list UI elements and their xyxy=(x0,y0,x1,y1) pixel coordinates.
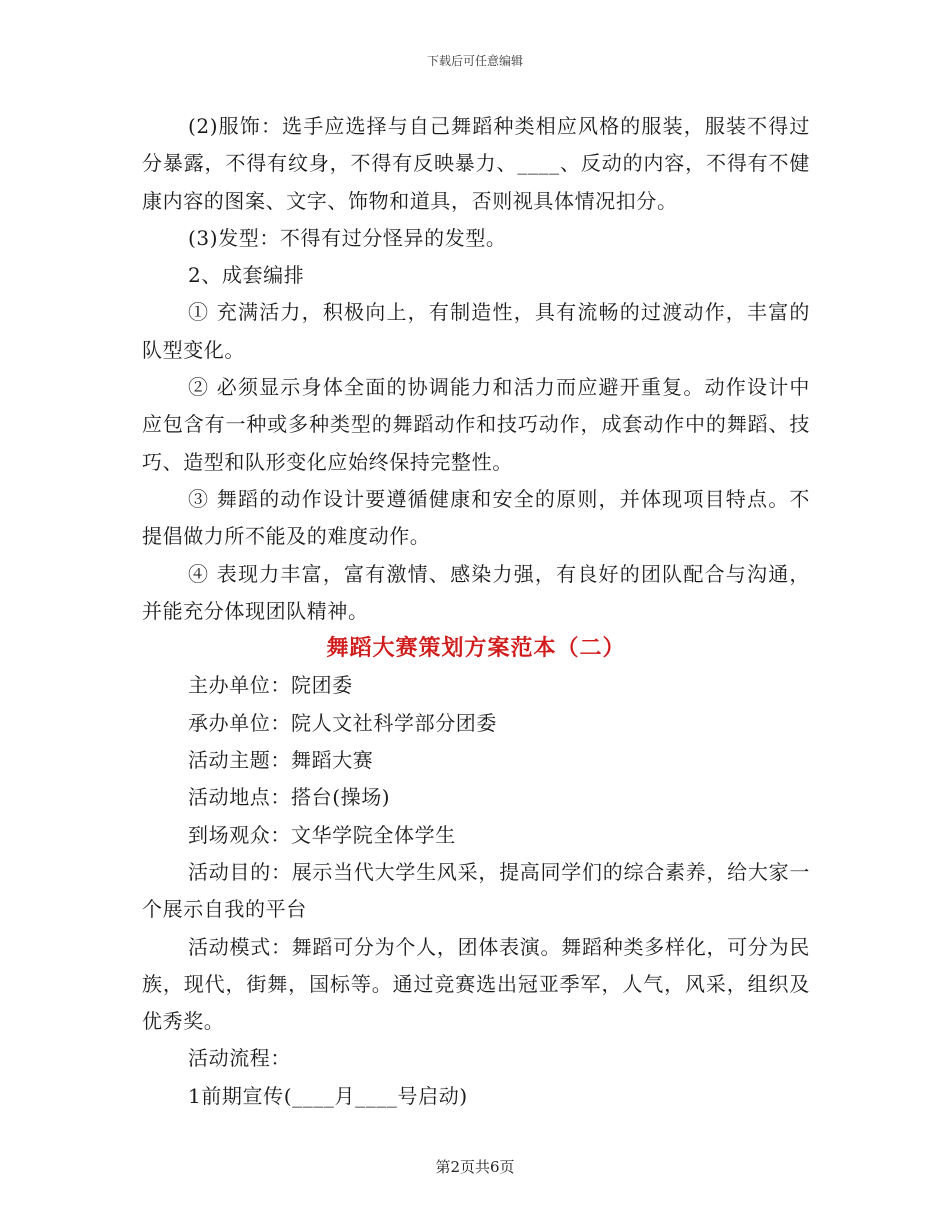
paragraph-audience: 到场观众：文华学院全体学生 xyxy=(188,822,456,847)
paragraph-hairstyle: (3)发型：不得有过分怪异的发型。 xyxy=(188,225,507,250)
section-title: 舞蹈大赛策划方案范本（二） xyxy=(326,635,626,662)
page-header: 下载后可任意编辑 xyxy=(426,54,523,68)
paragraph-promotion: 1前期宣传(____月____号启动) xyxy=(188,1083,468,1108)
paragraph-theme: 活动主题：舞蹈大赛 xyxy=(188,748,374,773)
paragraph-item-2: ② 必须显示身体全面的协调能力和活力而应避开重复。动作设计中应包含有一种或多种类型的舞蹈动作和技巧动作，成套动作中的舞蹈、技巧、造型和队形变化应始终保持完整性。 xyxy=(142,375,810,474)
paragraph-costume: (2)服饰：选手应选择与自己舞蹈种类相应风格的服装，服装不得过分暴露，不得有纹身，不得有反映暴力、____、反动的内容，不得有不健康内容的图案、文字、饰物和道具，否则视具体情况扣分。 xyxy=(142,114,810,213)
paragraph-item-3: ③ 舞蹈的动作设计要遵循健康和安全的原则，并体现项目特点。不提倡做力所不能及的难度动作。 xyxy=(142,486,810,549)
paragraph-item-1: ① 充满活力，积极向上，有制造性，具有流畅的过渡动作，丰富的队型变化。 xyxy=(142,300,810,362)
paragraph-host: 承办单位：院人文社科学部分团委 xyxy=(188,710,497,735)
paragraph-format: 活动模式：舞蹈可分为个人，团体表演。舞蹈种类多样化，可分为民族，现代，街舞，国标等。通过竞赛选出冠亚季军，人气，风采，组织及优秀奖。 xyxy=(142,934,810,1034)
paragraph-choreography-heading: 2、成套编排 xyxy=(188,263,305,288)
document-body xyxy=(142,108,810,1115)
page-footer: 第2页共6页 xyxy=(435,1158,515,1176)
paragraph-process-heading: 活动流程： xyxy=(188,1046,291,1071)
paragraph-organizer: 主办单位：院团委 xyxy=(188,673,353,698)
paragraph-purpose: 活动目的：展示当代大学生风采，提高同学们的综合素养，给大家一个展示自我的平台 xyxy=(142,859,810,922)
paragraph-venue: 活动地点：搭台(操场) xyxy=(188,785,391,810)
paragraph-item-4: ④ 表现力丰富，富有激情、感染力强，有良好的团队配合与沟通，并能充分体现团队精神。 xyxy=(142,561,810,623)
